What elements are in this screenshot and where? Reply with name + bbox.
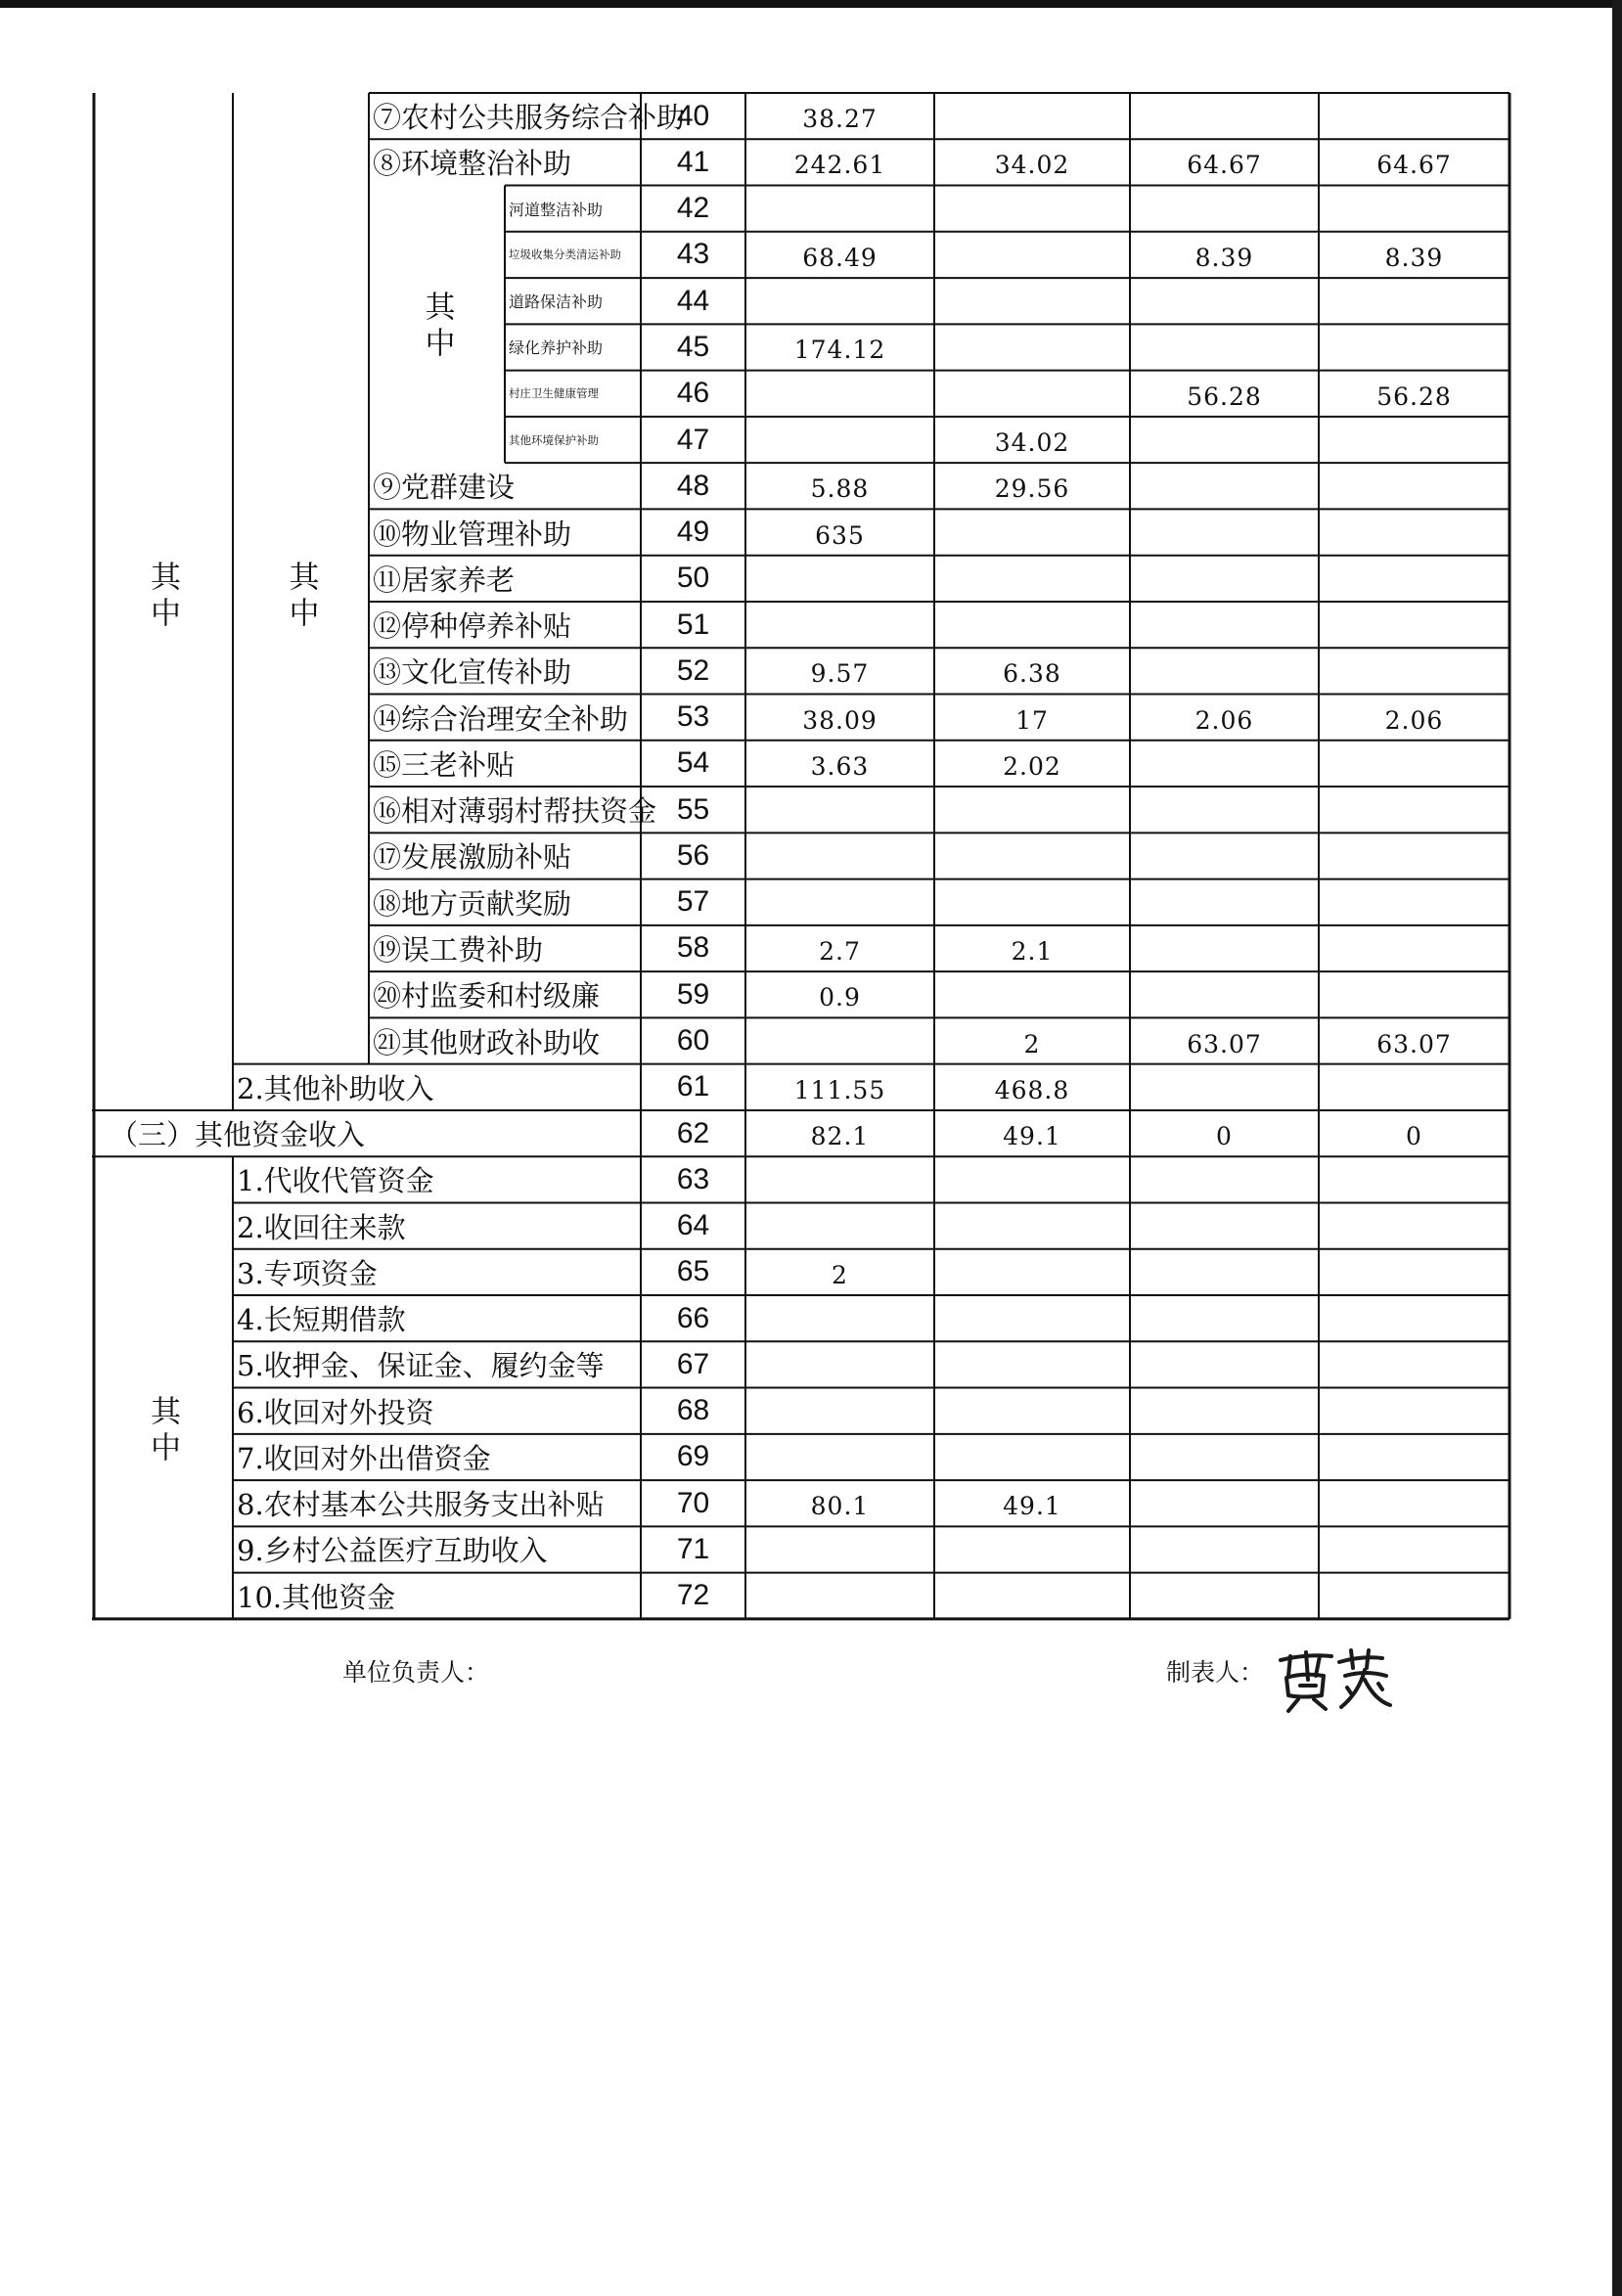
row-value-col3: [1130, 789, 1319, 835]
row-value-col4: [1319, 1344, 1509, 1390]
row-value-col2: [934, 1344, 1130, 1390]
row-value-col2: 34.02: [994, 151, 1070, 180]
row-value-col4: [1319, 651, 1509, 697]
row-label: （三）其他资金收入: [110, 1118, 366, 1152]
row-value-col1: [745, 374, 934, 420]
row-value-col3: 2.06: [1194, 705, 1254, 735]
row-line-number: 49: [676, 516, 710, 549]
row-line-number: 65: [676, 1255, 710, 1288]
row-value-col2: [934, 605, 1130, 651]
unit-head-label: 单位负责人：: [342, 1658, 490, 1687]
row-value-col2: [934, 1391, 1130, 1437]
row-label: ⑪居家养老: [373, 563, 516, 597]
row-label: ⑨党群建设: [373, 471, 516, 505]
row-value-col2: 29.56: [994, 474, 1070, 504]
row-value-col2: [934, 189, 1130, 235]
row-value-col3: [1130, 1159, 1319, 1205]
row-value-col2: 49.1: [1003, 1492, 1061, 1521]
row-label: 2.收回往来款: [237, 1210, 406, 1244]
row-label: ⑳村监委和村级廉: [373, 979, 601, 1013]
merged-label-lower: 其中: [145, 1394, 180, 1467]
row-value-col4: [1319, 1159, 1509, 1205]
row-line-number: 63: [676, 1162, 710, 1195]
row-value-col4: [1319, 189, 1509, 235]
row-value-col1: 2: [832, 1260, 848, 1289]
row-value-col4: [1319, 835, 1509, 881]
row-value-col4: [1319, 420, 1509, 466]
row-value-col4: [1319, 1529, 1509, 1575]
row-value-col2: 468.8: [994, 1075, 1070, 1104]
row-value-col4: 63.07: [1376, 1029, 1452, 1058]
row-label: 7.收回对外出借资金: [237, 1441, 491, 1475]
row-value-col4: 56.28: [1376, 382, 1452, 411]
row-value-col1: [745, 1391, 934, 1437]
row-line-number: 59: [676, 977, 710, 1011]
row-value-col2: [934, 327, 1130, 373]
row-label: 1.代收代管资金: [237, 1164, 434, 1198]
row-line-number: 57: [676, 885, 710, 919]
row-label: ㉑其他财政补助收: [373, 1025, 601, 1059]
row-label: ⑲误工费补助: [373, 932, 544, 967]
row-value-col3: [1130, 1252, 1319, 1298]
row-label: 10.其他资金: [237, 1580, 396, 1614]
row-value-col3: [1130, 1298, 1319, 1344]
row-line-number: 43: [676, 238, 710, 271]
row-value-col2: [934, 374, 1130, 420]
row-value-col2: 49.1: [1003, 1122, 1061, 1151]
row-value-col4: [1319, 281, 1509, 327]
row-label: 3.专项资金: [237, 1256, 378, 1290]
row-value-col1: 2.7: [819, 936, 861, 966]
row-line-number: 69: [676, 1440, 710, 1473]
row-line-number: 44: [676, 284, 710, 317]
row-label: 绿化养护补助: [509, 338, 604, 358]
row-value-col2: [934, 512, 1130, 558]
row-value-col4: [1319, 1252, 1509, 1298]
row-label: 村庄卫生健康管理: [509, 386, 599, 401]
row-value-col4: [1319, 789, 1509, 835]
row-value-col4: [1319, 512, 1509, 558]
row-value-col1: [745, 1576, 934, 1622]
row-value-col3: [1130, 1437, 1319, 1483]
row-value-col2: [934, 1437, 1130, 1483]
row-value-col4: [1319, 559, 1509, 605]
row-value-col2: [934, 1298, 1130, 1344]
row-value-col3: 64.67: [1187, 151, 1262, 180]
row-value-col4: [1319, 1298, 1509, 1344]
row-value-col4: 0: [1406, 1122, 1422, 1151]
row-value-col2: [934, 974, 1130, 1020]
row-value-col1: [745, 420, 934, 466]
row-value-col1: 68.49: [802, 243, 878, 272]
row-value-col2: 6.38: [1003, 659, 1061, 689]
row-label: ⑦农村公共服务综合补助: [373, 101, 686, 135]
row-line-number: 66: [676, 1301, 710, 1334]
row-value-col3: 63.07: [1187, 1029, 1262, 1058]
row-value-col3: [1130, 605, 1319, 651]
row-value-col3: 56.28: [1187, 382, 1262, 411]
row-value-col3: 0: [1216, 1122, 1233, 1151]
row-value-col1: [745, 1529, 934, 1575]
row-value-col1: [745, 789, 934, 835]
row-value-col2: [934, 882, 1130, 928]
row-line-number: 51: [676, 608, 710, 641]
row-value-col1: 111.55: [793, 1075, 886, 1104]
row-value-col1: [745, 1020, 934, 1066]
row-value-col3: [1130, 466, 1319, 512]
row-value-col1: [745, 559, 934, 605]
row-label: ⑮三老补贴: [373, 747, 516, 782]
row-label: ⑭综合治理安全补助: [373, 701, 629, 736]
row-value-col1: [745, 1344, 934, 1390]
row-value-col1: 9.57: [810, 659, 870, 689]
row-line-number: 61: [676, 1070, 710, 1103]
row-line-number: 48: [676, 469, 710, 502]
row-value-col3: [1130, 835, 1319, 881]
row-label: 其他环境保护补助: [509, 432, 599, 447]
row-value-col4: [1319, 96, 1509, 142]
row-line-number: 46: [676, 377, 710, 410]
row-value-col3: [1130, 327, 1319, 373]
row-value-col3: [1130, 1067, 1319, 1113]
row-value-col1: [745, 605, 934, 651]
row-value-col3: [1130, 420, 1319, 466]
row-value-col4: [1319, 743, 1509, 789]
row-value-col3: [1130, 1529, 1319, 1575]
row-value-col2: [934, 835, 1130, 881]
row-line-number: 58: [676, 931, 710, 965]
row-value-col4: [1319, 882, 1509, 928]
row-line-number: 52: [676, 653, 710, 687]
merged-label-env-sub: 其中: [419, 290, 455, 363]
row-value-col2: [934, 559, 1130, 605]
row-value-col2: [934, 789, 1130, 835]
row-value-col3: 8.39: [1194, 243, 1254, 272]
row-value-col3: [1130, 1576, 1319, 1622]
row-value-col1: 38.27: [802, 105, 878, 134]
merged-label-outer-upper: 其中: [145, 561, 180, 633]
row-value-col3: [1130, 1391, 1319, 1437]
row-value-col4: [1319, 605, 1509, 651]
row-value-col1: [745, 1437, 934, 1483]
row-value-col4: [1319, 1391, 1509, 1437]
row-label: ⑬文化宣传补助: [373, 655, 572, 690]
row-line-number: 72: [676, 1579, 710, 1612]
row-line-number: 68: [676, 1394, 710, 1427]
row-value-col3: [1130, 882, 1319, 928]
row-label: 5.收押金、保证金、履约金等: [237, 1349, 605, 1383]
row-line-number: 50: [676, 562, 710, 595]
row-label: ⑫停种停养补贴: [373, 609, 572, 644]
row-label: ⑩物业管理补助: [373, 517, 572, 551]
row-value-col2: 2: [1023, 1029, 1041, 1058]
row-value-col4: [1319, 1437, 1509, 1483]
row-label: 垃圾收集分类清运补助: [509, 248, 621, 262]
row-label: 6.收回对外投资: [237, 1395, 434, 1429]
row-label: ⑱地方贡献奖励: [373, 886, 572, 921]
row-value-col1: [745, 835, 934, 881]
merged-label-inner-upper: 其中: [283, 561, 319, 633]
row-label: 9.乡村公益医疗互助收入: [237, 1534, 548, 1568]
row-line-number: 64: [676, 1209, 710, 1242]
row-value-col1: [745, 882, 934, 928]
scan-top-border: [0, 0, 1622, 8]
row-label: ⑧环境整治补助: [373, 147, 572, 181]
row-value-col1: 82.1: [810, 1122, 870, 1151]
row-value-col4: [1319, 327, 1509, 373]
row-value-col1: 3.63: [810, 751, 870, 781]
row-label: ⑯相对薄弱村帮扶资金: [373, 794, 657, 829]
row-line-number: 54: [676, 746, 710, 780]
row-value-col1: [745, 189, 934, 235]
row-line-number: 71: [676, 1532, 710, 1565]
row-line-number: 67: [676, 1347, 710, 1380]
row-line-number: 41: [676, 145, 710, 178]
row-value-col3: [1130, 651, 1319, 697]
row-label: 2.其他补助收入: [237, 1071, 434, 1105]
row-value-col1: 38.09: [802, 705, 878, 735]
row-value-col3: [1130, 512, 1319, 558]
row-value-col3: [1130, 1205, 1319, 1251]
row-value-col3: [1130, 928, 1319, 974]
row-value-col4: 8.39: [1384, 243, 1444, 272]
row-value-col1: 80.1: [810, 1492, 870, 1521]
row-value-col2: [934, 235, 1130, 281]
row-value-col4: [1319, 974, 1509, 1020]
row-value-col3: [1130, 559, 1319, 605]
row-label: 道路保洁补助: [509, 293, 604, 312]
row-value-col4: 64.67: [1376, 151, 1452, 180]
row-label: 4.长短期借款: [237, 1303, 406, 1337]
row-value-col3: [1130, 281, 1319, 327]
row-line-number: 47: [676, 423, 710, 456]
row-value-col3: [1130, 1344, 1319, 1390]
row-value-col1: 5.88: [810, 474, 870, 504]
row-line-number: 45: [676, 330, 710, 363]
row-label: 河道整洁补助: [509, 200, 604, 219]
row-value-col4: 2.06: [1384, 705, 1444, 735]
row-value-col1: [745, 1298, 934, 1344]
row-value-col1: 0.9: [819, 983, 861, 1013]
row-value-col2: 2.02: [1003, 751, 1061, 781]
row-line-number: 42: [676, 192, 710, 225]
row-value-col2: [934, 1205, 1130, 1251]
row-value-col1: 635: [815, 520, 865, 550]
row-label: ⑰发展激励补贴: [373, 840, 572, 875]
handwritten-signature: [1277, 1646, 1394, 1715]
row-line-number: 55: [676, 792, 710, 826]
row-value-col3: [1130, 1483, 1319, 1529]
row-value-col2: [934, 96, 1130, 142]
row-value-col2: [934, 1576, 1130, 1622]
row-value-col3: [1130, 189, 1319, 235]
income-table: [92, 93, 1518, 1619]
row-value-col2: [934, 281, 1130, 327]
row-value-col4: [1319, 1205, 1509, 1251]
row-value-col4: [1319, 928, 1509, 974]
row-value-col4: [1319, 1576, 1509, 1622]
row-line-number: 56: [676, 838, 710, 872]
row-value-col2: [934, 1252, 1130, 1298]
row-value-col1: 242.61: [793, 151, 886, 180]
row-value-col1: [745, 1205, 934, 1251]
row-value-col2: [934, 1159, 1130, 1205]
row-value-col1: [745, 281, 934, 327]
row-line-number: 53: [676, 700, 710, 734]
row-value-col1: [745, 1159, 934, 1205]
row-value-col2: [934, 1529, 1130, 1575]
row-line-number: 40: [676, 99, 710, 132]
row-line-number: 62: [676, 1116, 710, 1149]
row-value-col2: 17: [1015, 705, 1049, 735]
row-value-col2: 2.1: [1011, 936, 1054, 966]
row-value-col2: 34.02: [994, 428, 1070, 457]
row-value-col3: [1130, 743, 1319, 789]
row-line-number: 70: [676, 1486, 710, 1519]
row-value-col3: [1130, 974, 1319, 1020]
scan-right-border: [1612, 0, 1622, 2296]
preparer-label: 制表人：: [1166, 1658, 1265, 1687]
row-value-col3: [1130, 96, 1319, 142]
row-label: 8.农村基本公共服务支出补贴: [237, 1488, 605, 1522]
row-value-col4: [1319, 1067, 1509, 1113]
row-value-col4: [1319, 466, 1509, 512]
row-value-col4: [1319, 1483, 1509, 1529]
row-line-number: 60: [676, 1024, 710, 1058]
row-value-col1: 174.12: [793, 336, 886, 365]
